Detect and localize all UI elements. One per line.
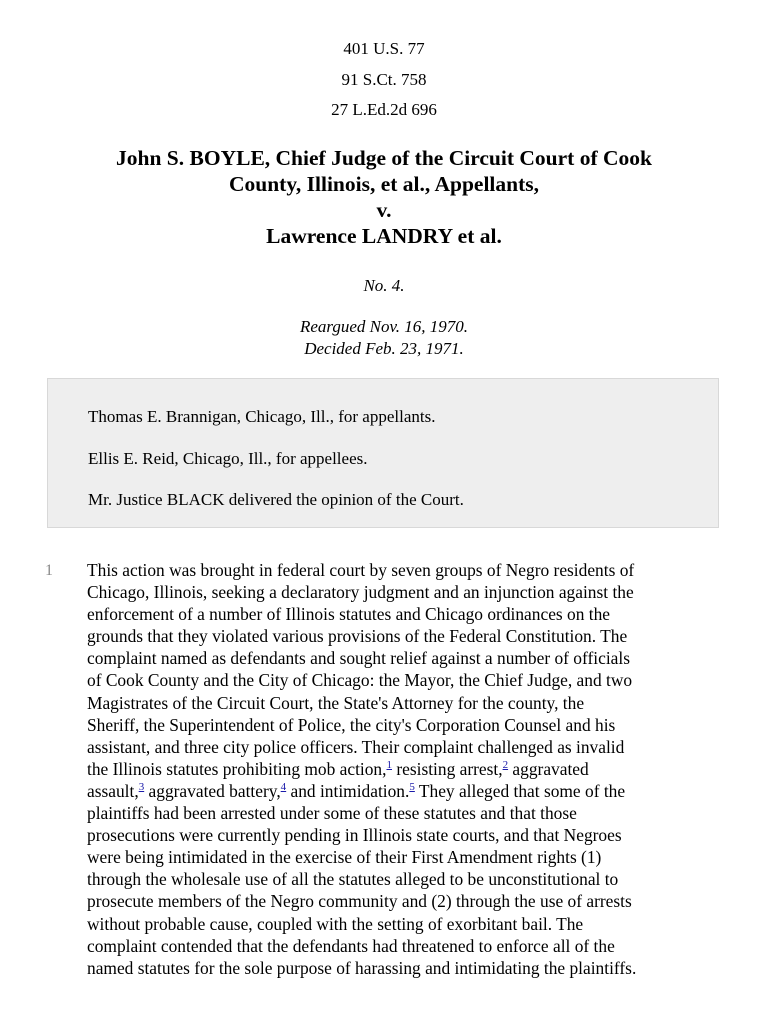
paragraph-line: complaint contended that the defendants had threatened to enforce all of the bbox=[87, 935, 615, 956]
paragraph-line: grounds that they violated various provisions of the Federal Constitution. The bbox=[87, 626, 628, 647]
case-dates bbox=[0, 316, 768, 360]
paragraph-line: plaintiffs had been arrested under some of these statutes and that those bbox=[87, 803, 577, 824]
text-segment: assault, bbox=[87, 780, 139, 801]
paragraph-line-with-footnotes bbox=[87, 780, 719, 802]
case-title-versus: v. bbox=[376, 198, 392, 222]
footnote-link-4[interactable]: 4 bbox=[280, 781, 287, 794]
paragraph-line: prosecute members of the Negro community and (2) through the use of arrests bbox=[87, 891, 632, 912]
opinion-author: Mr. Justice BLACK delivered the opinion of the Court. bbox=[88, 490, 464, 509]
text-segment: They alleged that some of the bbox=[414, 780, 626, 801]
paragraph-line: named statutes for the sole purpose of harassing and intimidating the plaintiffs. bbox=[87, 957, 637, 978]
case-title bbox=[40, 145, 728, 249]
lawyers-edition-citation: 27 L.Ed.2d 696 bbox=[331, 100, 437, 119]
case-title-line-2: County, Illinois, et al., Appellants, bbox=[228, 172, 540, 196]
paragraph-line: through the wholesale use of all the statutes alleged to be unconstitutional to bbox=[87, 869, 619, 890]
paragraph-line: This action was brought in federal court by seven groups of Negro residents of bbox=[87, 560, 635, 580]
case-title-line-1: John S. BOYLE, Chief Judge of the Circuit Court of Cook bbox=[116, 146, 652, 170]
paragraph-line: without probable cause, coupled with the setting of exorbitant bail. The bbox=[87, 913, 584, 934]
us-reports-citation: 401 U.S. 77 bbox=[343, 39, 425, 58]
footnote-link-3[interactable]: 3 bbox=[138, 781, 145, 794]
footnote-link-1[interactable]: 1 bbox=[386, 759, 392, 772]
counsel-appellants: Thomas E. Brannigan, Chicago, Ill., for appellants. bbox=[88, 407, 436, 426]
footnote-link-5[interactable]: 5 bbox=[409, 781, 415, 794]
counsel-box bbox=[47, 378, 719, 528]
paragraph-line: assistant, and three city police officers. Their complaint challenged as invalid bbox=[87, 736, 625, 757]
paragraph-line: complaint named as defendants and sought relief against a number of officials bbox=[87, 648, 630, 669]
paragraph-line: Chicago, Illinois, seeking a declaratory judgment and an injunction against the bbox=[87, 582, 634, 603]
citations bbox=[0, 34, 768, 126]
text-segment: resisting arrest, bbox=[391, 758, 503, 779]
counsel-appellees: Ellis E. Reid, Chicago, Ill., for appellees. bbox=[88, 449, 368, 468]
text-segment: and intimidation. bbox=[286, 780, 410, 801]
decided-date: Decided Feb. 23, 1971. bbox=[304, 339, 464, 358]
paragraph-line: Magistrates of the Circuit Court, the State's Attorney for the county, the bbox=[87, 692, 585, 713]
docket-number: No. 4. bbox=[363, 276, 405, 295]
text-segment: the Illinois statutes prohibiting mob action, bbox=[87, 758, 387, 779]
case-title-line-4: Lawrence LANDRY et al. bbox=[266, 224, 502, 248]
opinion-paragraph bbox=[87, 559, 719, 979]
text-segment: aggravated bbox=[508, 758, 589, 779]
paragraph-line: Sheriff, the Superintendent of Police, the city's Corporation Counsel and his bbox=[87, 714, 616, 735]
paragraph-line: of Cook County and the City of Chicago: the Mayor, the Chief Judge, and two bbox=[87, 670, 633, 691]
paragraph-line-with-footnotes bbox=[87, 758, 719, 780]
text-segment: aggravated battery, bbox=[144, 780, 281, 801]
paragraph-line: enforcement of a number of Illinois statutes and Chicago ordinances on the bbox=[87, 604, 611, 625]
supreme-court-reporter-citation: 91 S.Ct. 758 bbox=[341, 69, 427, 89]
paragraph-number: 1 bbox=[45, 562, 53, 579]
paragraph-line: prosecutions were currently pending in Illinois state courts, and that Negroes bbox=[87, 825, 622, 846]
footnote-link-2[interactable]: 2 bbox=[502, 759, 509, 772]
paragraph-line: were being intimidated in the exercise of their First Amendment rights (1) bbox=[87, 847, 602, 868]
reargued-date: Reargued Nov. 16, 1970. bbox=[299, 317, 469, 336]
